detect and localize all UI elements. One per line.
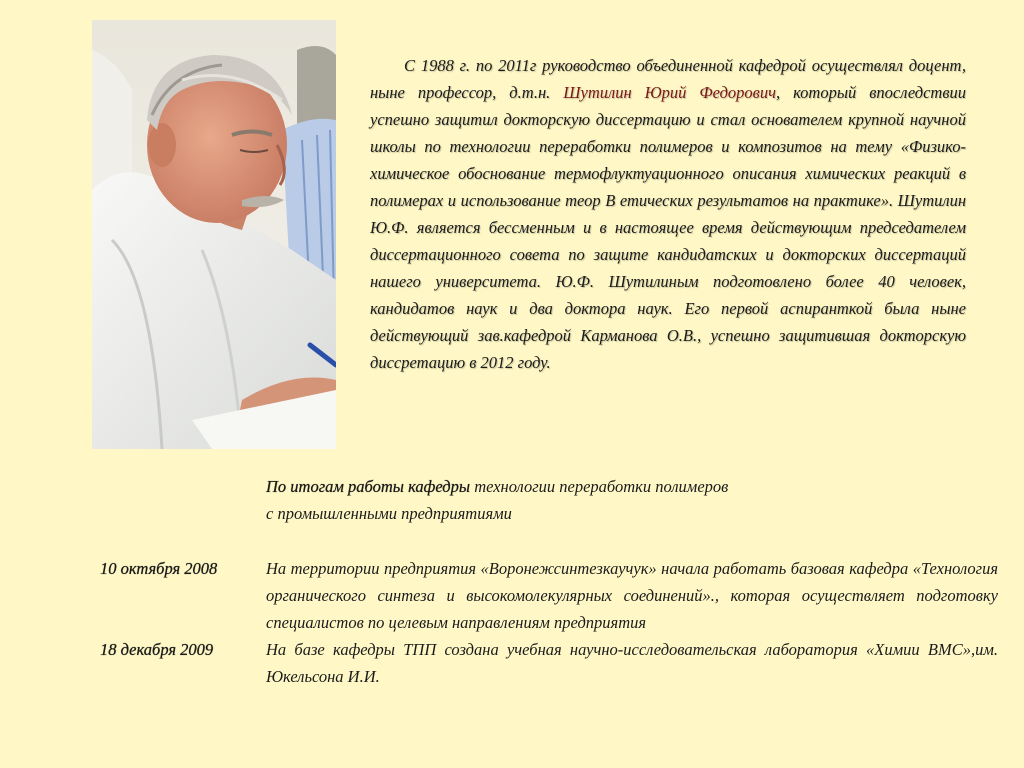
event-date: 10 октября 2008 [100, 559, 218, 578]
event-date: 18 декабря 2009 [100, 640, 214, 659]
summary-rest: технологии переработки полимеров [470, 477, 729, 496]
event-item [100, 555, 998, 636]
summary-line-2: с промышленными предприятиями [266, 504, 512, 523]
portrait-photo [92, 20, 336, 449]
biography-part-1: С 1988 г. по 2011г руководство объединенной кафедрой осуществлял доцент, ныне профессор, д.т.н. [370, 56, 966, 102]
event-item [100, 636, 998, 690]
event-description: На территории предприятия «Воронежсинтезкаучук» начала работать базовая кафедра «Технология органического синтеза и высокомолекулярных соединений»., которая осуществляет подготовку специалистов по целевым направлениям предприятия [266, 559, 998, 632]
summary-line-1 [266, 473, 866, 500]
biography-text [370, 52, 966, 376]
biography-part-2: , который впоследствии успешно защитил докторскую диссертацию и стал основателем крупной научной школы по технологии переработки полимеров и композитов на тему «Физико-химическое обоснование термофлуктуационного описания химических реакций в полимерах и использование теор В етических результатов на практике». Шутилин Ю.Ф. является бессменным и в настоящее время действующим председателем диссертационного совета по защите кандидатских и докторских диссертаций нашего университета. Ю.Ф. Шутилиным подготовлено более 40 человек, кандидатов наук и два доктора наук. Его первой аспиранткой была ныне действующий зав.кафедрой Карманова О.В., успешно защитившая докторскую диссретацию в 2012 году. [370, 83, 966, 372]
portrait-illustration [92, 20, 336, 449]
events-list [100, 555, 998, 690]
summary-lead: По итогам работы кафедры [266, 477, 471, 496]
event-description: На базе кафедры ТПП создана учебная научно-исследовательская лаборатория «Химии ВМС»,им. Юкельсона И.И. [266, 640, 998, 686]
professor-name: Шутилин Юрий Федорович [563, 83, 776, 102]
summary-heading [266, 473, 866, 527]
